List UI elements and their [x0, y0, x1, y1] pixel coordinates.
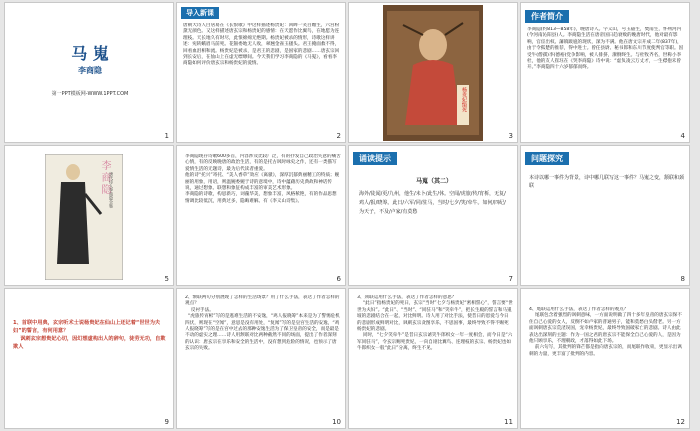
slide-body-text: 本诗以哪一事件为背景，诗中哪几联写这一事件？马嵬之变，颔联和颈联 [529, 175, 685, 189]
slide-number: 8 [680, 275, 685, 283]
slide-number: 3 [508, 132, 513, 140]
book-caption: 唐代诗人李商隐全集 [109, 172, 114, 208]
slide-number: 5 [164, 275, 169, 283]
slide-body-text: 1、首联中用典，玄宗听术士说杨贵妃在仙山上还记着“世世为夫妇”的誓言，有何用意？ 讽刺玄宗想贵妃心切，因幻想虚构出人的辞句，徒劳无功，自欺欺人 [13, 320, 166, 350]
slide-number: 1 [164, 132, 169, 140]
slide-number: 4 [680, 132, 685, 140]
slide-number: 11 [504, 418, 513, 426]
slide-body-text: 2、颔联两句分别展现了怎样的生活场景？用了什么手法，表达了作者怎样的观点？ 反衬手法。 “虎旅传宵柝”写的是逃难生活的不安逸，“鸡人报晓筹”本来是为了警惕危机四伏，则现在“空闻”，意思是没有用处，“复闻”写的是皇宫生活的安逸，“鸡人报晓筹”写的是在宫中过去的那种安逸生活为了保卫皇帝的安全，而是最是不动的虚实之理……诗人用颔联对比两种截然不同的场面，提出了作者深刻的认识：唐玄宗在享乐和安全的生活中，没有想到危险的情况，也预示了唐玄宗的失败。 [185, 295, 340, 352]
section-heading: 问题探究 [525, 152, 569, 165]
slide-number: 12 [676, 418, 685, 426]
painting-image [383, 5, 483, 141]
slide-number: 6 [336, 275, 341, 283]
section-heading: 作者简介 [525, 10, 569, 23]
slide-thumbnail-4[interactable] [520, 2, 690, 143]
poem-title: 马嵬（其二） [415, 178, 452, 185]
slide-thumbnail-12[interactable] [520, 288, 690, 429]
slide-number: 2 [336, 132, 341, 140]
painting-caption: 杨贵妃缢死 [461, 87, 467, 112]
slide-thumbnail-8[interactable] [520, 145, 690, 286]
slide-thumbnail-9[interactable] [4, 288, 174, 429]
slide-thumbnail-1[interactable] [4, 2, 174, 143]
slide-thumbnail-11[interactable] [348, 288, 518, 429]
slide-body-text: 李商隐(约813—858年)，晚唐诗人。字义山，号玉谿生，樊南生，怀州河内(今河南沁阳县)人。李商隐生活在唐帝国日趋衰败的晚唐时代，他对最有影响，官宦出权、藩镇跋扈的现状，深为不满。他在唐文宗开成二年(837年)，由于令狐楚的推荐，得中进士。曾任县尉、秘书郎和东川节度使判官等职。因受牛(僧孺)李(德裕)党争影响，被人排挤，潦倒终生。与杜牧齐名，世称小李杜，他的友人崔珏在《哭李商隐》诗中说：“虚负凌云万丈才，一生襟抱未曾开。”李商隐四十六岁郁郁而终。 [527, 27, 684, 71]
poem-text: 海外/徒闻/更/九州，他生/未卜/此生/休。空闻/虎旅/传/宵柝，无复/鸡人/报/晓筹。此日/六军/同/驻马，当时/七夕/笑/牵牛。如何/四纪/为天子，不及/卢家/有莫愁 [359, 191, 506, 215]
slide-thumbnail-6[interactable] [176, 145, 346, 286]
slide-body-text: 李商隐现存诗歌600多首，内容涉及比较广泛，有的抒发自己政治失意的痛苦心情，有的反映晚唐的政治生活，有的是托古讽时咏史之作，还有一类描写爱情生活的无题诗，最为后代读者重爱。 他的诗“托兴”寄托、“美人香草”效应《离骚》，深厚沉郁典丽精工的特质；婉丽的用象，用语，则温婉委婉于诗的意境中，诗中蕴藉历史典故和神话传说，通过想象、联想和象征构成丰富的审美艺术形象。 李商隐的诗歌，构思新巧，词藻华美，想象丰富，风格秾艳，有的作品思想情调比较低沉，用典过多，隐晦难解。有《李义山诗集》。 [185, 154, 341, 204]
section-heading: 导入新课 [181, 7, 219, 19]
slide-body-text: 3、颈联运用什么手法，表达了作者怎样的意思？ “此日”指杨贵妃的死日，玄宗“当时”七夕与杨贵妃“密相誓心”，誓言要“世世为夫妇”。“此日”、“当时”、“同驻马”和“笑牵牛”，把长生殿的誓言和马嵬坡的悲剧结合在一起，对比鲜明。诗人用了对比手法，使昔日的恩爱与今日的悲剧形成鲜明对比，讽刺玄宗贪图享乐，不思国事，最终导致不得不赐死杨贵妃的悲剧。 同时，“七夕笑牵牛”是昔日玄宗谑笑牛郎织女一年一度相会，而今日是“六军同驻马”，令玄宗赐死贵妃，一向自诩比翼鸟、连理枝的玄宗、杨贵妃也如牛郎织女一般“此日”分离，终生不见。 [357, 295, 513, 352]
slide-body-text: 4、尾联运用什么手法，表达了作者怎样的观点？ 尾联包含着强烈的讽刺意味，一方面说明做了四十多年皇帝的唐玄宗保不住自己心爱的女人，反倒不如卢家的普通男子，能和莫愁白头偕老。另一方面讽刺唐玄宗荒淫误国，宠幸杨贵妃，最终导致国破家亡的悲剧。诗人由此表达出深刻的主题：作为一国之君的唐玄宗不能保全自己心爱的人，是因为他只顾享乐，不理朝政，才落得如此下场。 前六句写，其批判的锋芒都是指向唐玄宗的，而尾联作收束，更显示出讽刺的力量，更丰富了批判的内容。 [529, 307, 682, 357]
slide-thumbnail-2[interactable] [176, 2, 346, 143]
slide-number: 10 [332, 418, 341, 426]
slide-footer: 第一PPT模板网-WWW.1PPT.COM [51, 91, 129, 97]
book-title-vertical: 李商隐 [99, 160, 110, 196]
slide-title: 马 嵬 [71, 44, 109, 63]
slide-author: 李商隐 [78, 66, 102, 75]
section-heading: 诵读提示 [353, 152, 397, 165]
slide-thumbnail-3[interactable] [348, 2, 518, 143]
slide-number: 7 [508, 275, 513, 283]
slide-thumbnail-10[interactable] [176, 288, 346, 429]
slide-thumbnail-5[interactable] [4, 145, 174, 286]
slide-number: 9 [164, 418, 169, 426]
slide-thumbnail-7[interactable] [348, 145, 518, 286]
slide-body-text: 唐朝大诗人白居易在《长恨歌》中这样描述杨贵妃：回眸一笑百媚生，六宫粉黛无颜色。又这样描述唐玄宗和杨贵妃的感情：在天愿作比翼鸟，在地愿为连理枝。天长地久有时尽，此恨绵绵无绝期。杨贵妃被杀的情形，诗歌这样讲述：宛转蛾眉马前死。花钿委地无人收，翠翘金雀玉搔头。君王掩面救不得，回看血泪相和流。杨贵妃是被杀，是君王的悲剧，是国家的悲剧……唐玄宗回到长安后，在仙山上在虚无缥缈间。今天我们学习李商隐的《马嵬》，看看李商隐如何评价唐玄宗和杨贵妃的爱情。 [183, 23, 340, 67]
